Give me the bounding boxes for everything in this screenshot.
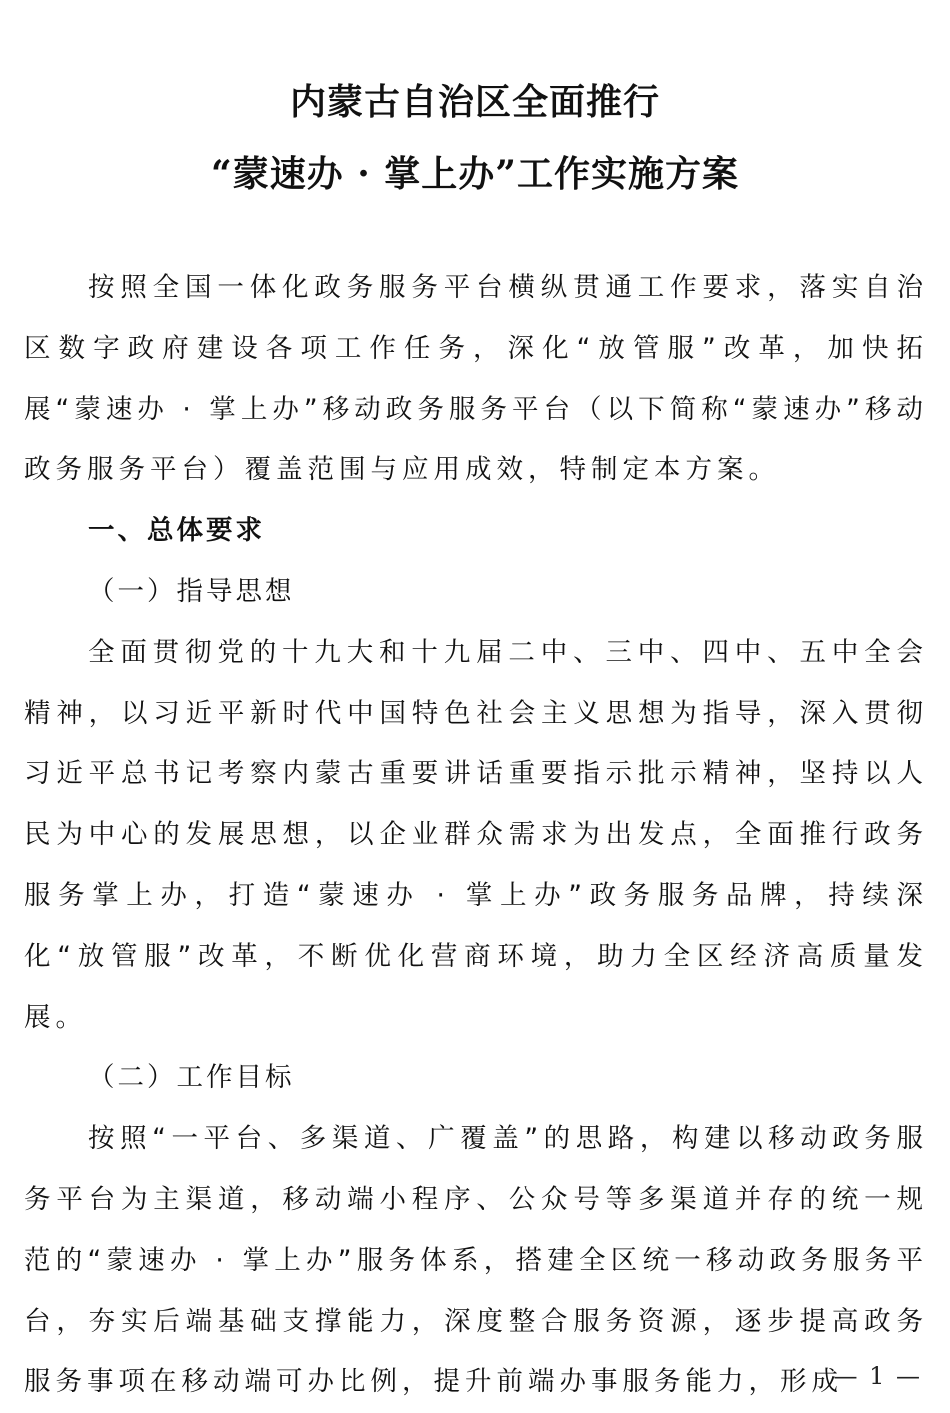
intro-paragraph: 按照全国一体化政务服务平台横纵贯通工作要求，落实自治区数字政府建设各项工作任务，深化“放管服”改革，加快拓展“蒙速办 · 掌上办”移动政务服务平台（以下简称“蒙速办”移动政务服务平台）覆盖范围与应用成效，特制定本方案。 xyxy=(24,272,928,486)
document-title-line-2: “蒙速办 · 掌上办”工作实施方案 xyxy=(210,153,739,195)
subsection-1-heading: （一）指导思想 xyxy=(88,575,295,607)
section-1-heading: 一、总体要求 xyxy=(88,515,265,547)
document-body xyxy=(24,258,928,1413)
subsection-2-heading: （二）工作目标 xyxy=(88,1062,295,1094)
page-number: — 1 — xyxy=(833,1362,922,1390)
subsection-2-paragraph: 按照“一平台、多渠道、广覆盖”的思路，构建以移动政务服务平台为主渠道，移动端小程序、公众号等多渠道并存的统一规范的“蒙速办 · 掌上办”服务体系，搭建全区统一移动政务服务平台，夯实后端基础支撑能力，深度整合服务资源，逐步提高政务服务事项在移动端可办比例，提升前端办事服务能力，形成 xyxy=(24,1123,928,1398)
subsection-1-paragraph: 全面贯彻党的十九大和十九届二中、三中、四中、五中全会精神，以习近平新时代中国特色社会主义思想为指导，深入贯彻习近平总书记考察内蒙古重要讲话重要指示批示精神，坚持以人民为中心的发展思想，以企业群众需求为出发点，全面推行政务服务掌上办，打造“蒙速办 · 掌上办”政务服务品牌，持续深化“放管服”改革，不断优化营商环境，助力全区经济高质量发展。 xyxy=(24,636,928,1033)
document-title-line-1: 内蒙古自治区全面推行 xyxy=(289,81,660,123)
